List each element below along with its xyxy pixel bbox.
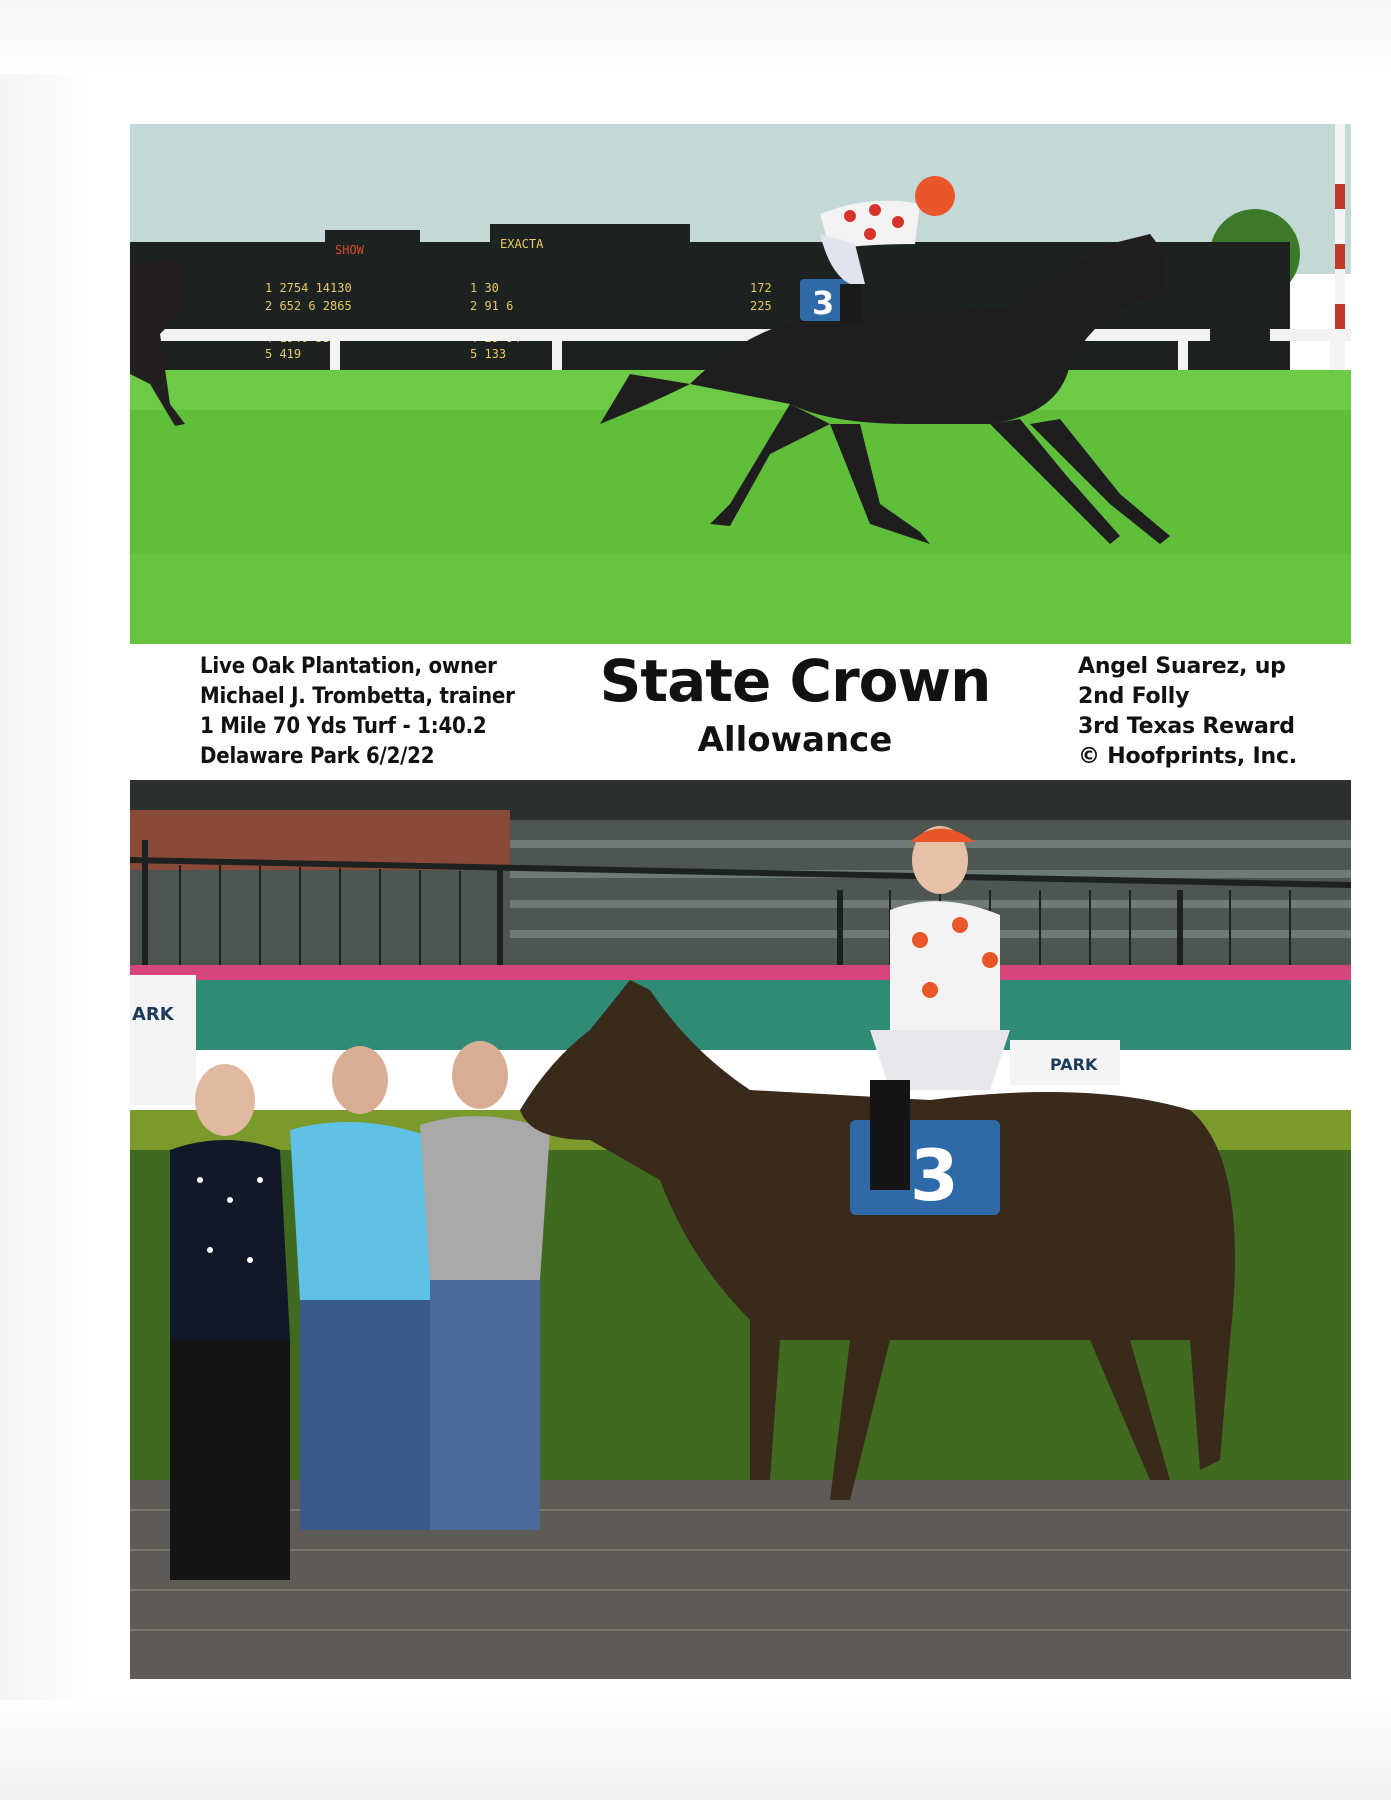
winner-title (560, 648, 1030, 762)
race-details (200, 652, 580, 772)
third-place-line: 3rd Texas Reward (1078, 714, 1295, 739)
winners-circle-photo (130, 780, 1351, 1679)
svg-text:5 419: 5 419 (265, 347, 302, 361)
owner-line: Live Oak Plantation, owner (200, 654, 497, 679)
scan-margin-left (0, 74, 88, 1734)
saddle-cloth-number: 3 (812, 284, 835, 322)
svg-text:225: 225 (750, 299, 772, 313)
race-finish-illustration (130, 124, 1351, 644)
track-date-line: Delaware Park 6/2/22 (200, 744, 435, 769)
winners-circle-illustration (130, 780, 1351, 1679)
tote-board-label: EXACTA (500, 237, 544, 251)
saddle-cloth-number: 3 (910, 1135, 959, 1217)
helmet (915, 176, 955, 216)
svg-text:2 91 6: 2 91 6 (470, 299, 514, 313)
sign-text: PARK (1050, 1055, 1098, 1074)
race-finish-photo (130, 124, 1351, 644)
svg-text:1 30: 1 30 (470, 281, 499, 295)
svg-text:1 2754 14130: 1 2754 14130 (265, 281, 352, 295)
trainer-line: Michael J. Trombetta, trainer (200, 684, 515, 709)
horse-name: State Crown (599, 647, 991, 715)
copyright-line: © Hoofprints, Inc. (1078, 744, 1297, 769)
distance-time-line: 1 Mile 70 Yds Turf - 1:40.2 (200, 714, 487, 739)
sign-left (130, 975, 196, 1105)
svg-text:2 652 6 2865: 2 652 6 2865 (265, 299, 352, 313)
tote-board-label: SHOW (335, 243, 364, 257)
result-details (1078, 652, 1358, 772)
race-type: Allowance (697, 720, 893, 760)
planter-wall (190, 980, 1351, 1050)
svg-text:172: 172 (750, 281, 772, 295)
scan-margin-bottom (0, 1700, 1391, 1800)
second-place-line: 2nd Folly (1078, 684, 1190, 709)
svg-text:5 133: 5 133 (470, 347, 507, 361)
scan-margin-top (0, 0, 1391, 70)
jockey-line: Angel Suarez, up (1078, 654, 1286, 679)
sign-text: ARK (132, 1004, 174, 1025)
